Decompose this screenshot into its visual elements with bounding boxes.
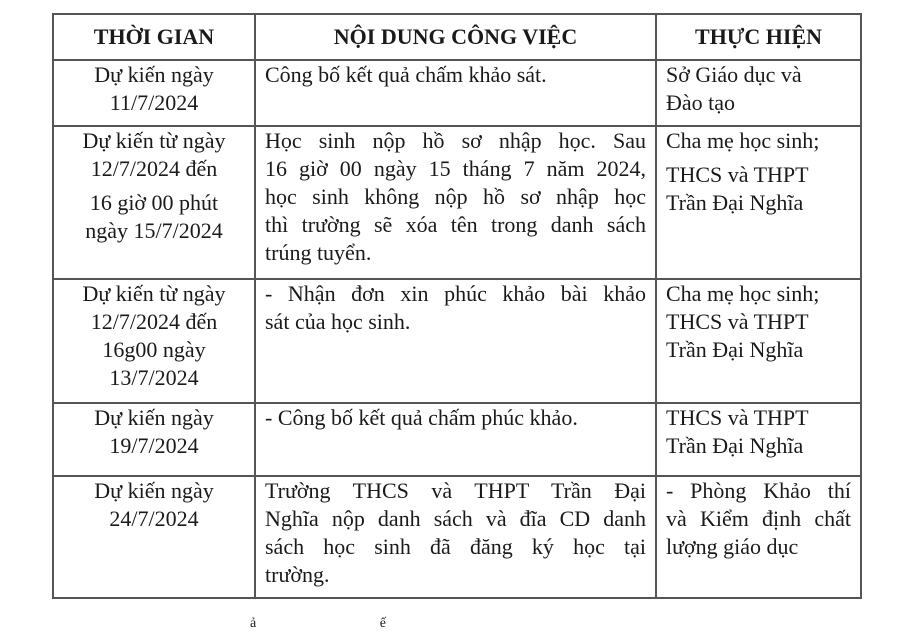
- content-line: Học sinh nộp hồ sơ nhập học. Sau: [265, 128, 646, 153]
- actor-line: và Kiểm định chất: [666, 506, 851, 531]
- actor-cell: [656, 279, 861, 403]
- time-line: 19/7/2024: [109, 433, 199, 458]
- time-line: 13/7/2024: [109, 365, 199, 390]
- time-line: Dự kiến từ ngày: [82, 128, 226, 153]
- actor-line: THCS và THPT: [666, 162, 809, 187]
- time-line: Dự kiến từ ngày: [82, 281, 226, 306]
- content-cell: [255, 403, 656, 476]
- content-line: Nghĩa nộp danh sách và đĩa CD danh: [265, 506, 646, 531]
- column-header-content: NỘI DUNG CÔNG VIỆC: [255, 14, 656, 60]
- time-line: 24/7/2024: [109, 506, 199, 531]
- content-line: - Nhận đơn xin phúc khảo bài khảo: [265, 281, 646, 306]
- time-line: 16 giờ 00 phút: [89, 190, 219, 215]
- time-cell: [53, 279, 255, 403]
- actor-cell: [656, 476, 861, 598]
- actor-line: Cha mẹ học sinh;: [666, 281, 820, 306]
- schedule-table: [52, 13, 862, 599]
- time-line: Dự kiến ngày: [94, 62, 214, 87]
- table-row: [53, 126, 861, 279]
- actor-line: - Phòng Khảo thí: [666, 478, 851, 503]
- time-line: 11/7/2024: [109, 90, 199, 115]
- actor-line: Đào tạo: [666, 90, 736, 115]
- time-line: 16g00 ngày: [102, 337, 206, 362]
- column-header-actor: THỰC HIỆN: [656, 14, 861, 60]
- cut-off-text-below: ả ế: [250, 616, 446, 631]
- time-cell: [53, 476, 255, 598]
- content-line: Trường THCS và THPT Trần Đại: [265, 478, 646, 503]
- content-line: Công bố kết quả chấm khảo sát.: [265, 62, 547, 87]
- actor-line: lượng giáo dục: [666, 534, 799, 559]
- table-row: [53, 403, 861, 476]
- table-header-row: [53, 14, 861, 60]
- table-row: [53, 279, 861, 403]
- content-line: thì trường sẽ xóa tên trong danh sách: [265, 212, 646, 237]
- time-cell: [53, 60, 255, 126]
- actor-line: Trần Đại Nghĩa: [666, 337, 804, 362]
- content-cell: [255, 60, 656, 126]
- time-line: Dự kiến ngày: [94, 478, 214, 503]
- actor-cell: [656, 60, 861, 126]
- time-line: 12/7/2024 đến: [90, 156, 218, 181]
- content-cell: [255, 279, 656, 403]
- content-line: sách học sinh đã đăng ký học tại: [265, 534, 646, 559]
- actor-line: Trần Đại Nghĩa: [666, 190, 804, 215]
- table-row: [53, 60, 861, 126]
- actor-line: Cha mẹ học sinh;: [666, 128, 820, 153]
- time-cell: [53, 126, 255, 279]
- content-cell: [255, 476, 656, 598]
- content-line: sát của học sinh.: [265, 309, 411, 334]
- content-cell: [255, 126, 656, 279]
- actor-line: Trần Đại Nghĩa: [666, 433, 804, 458]
- table-row: [53, 476, 861, 598]
- actor-cell: [656, 403, 861, 476]
- content-line: trường.: [265, 562, 330, 587]
- content-line: - Công bố kết quả chấm phúc khảo.: [265, 405, 578, 430]
- content-line: 16 giờ 00 ngày 15 tháng 7 năm 2024,: [265, 156, 646, 181]
- time-cell: [53, 403, 255, 476]
- column-header-time: THỜI GIAN: [53, 14, 255, 60]
- content-line: học sinh không nộp hồ sơ nhập học: [265, 184, 646, 209]
- content-line: trúng tuyển.: [265, 240, 372, 265]
- actor-line: THCS và THPT: [666, 405, 809, 430]
- time-line: 12/7/2024 đến: [90, 309, 218, 334]
- actor-cell: [656, 126, 861, 279]
- actor-line: THCS và THPT: [666, 309, 809, 334]
- time-line: Dự kiến ngày: [94, 405, 214, 430]
- actor-line: Sở Giáo dục và: [666, 62, 802, 87]
- time-line: ngày 15/7/2024: [85, 218, 223, 243]
